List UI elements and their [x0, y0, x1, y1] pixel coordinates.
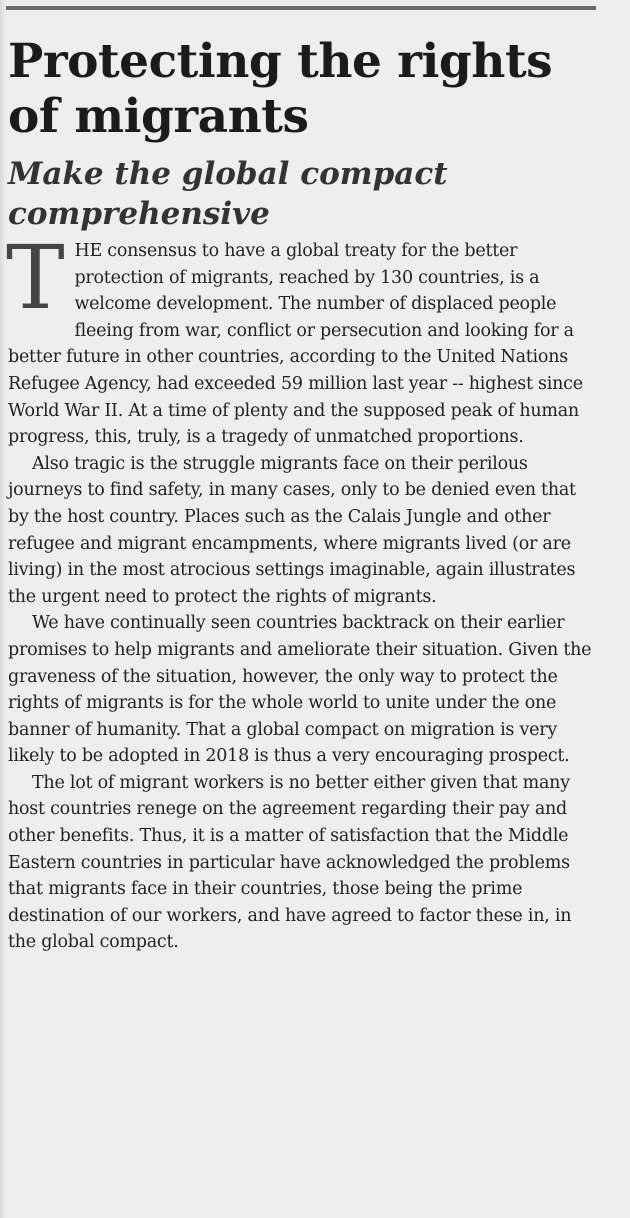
drop-cap: T: [6, 226, 65, 329]
paragraph-1-text: HE consensus to have a global treaty for the better protection of migrants, reached by 130 countries, is a welcome development. The number of displaced people fleeing from war, conflict or persecution and looking for a better future in other countries, according to the United Nations Refugee Agency, had exceeded 59 million last year -- highest since World War II. At a time of plenty and the supposed peak of human progress, this, truly, is a tragedy of unmatched proportions.: [8, 241, 583, 448]
paragraph-3: We have continually seen countries backtrack on their earlier promises to help migrants and ameliorate their situation. Given the graveness of the situation, however, the only way to protect the rights of migrants is for the whole world to unite under the one banner of humanity. That a global compact on migration is very likely to be adopted in 2018 is thus a very encouraging prospect.: [8, 613, 592, 767]
editorial-article: [8, 34, 598, 956]
page-edge-shadow: [0, 0, 6, 1218]
subheadline: Make the global compact comprehensive: [8, 156, 448, 232]
paragraph-1: [6, 226, 598, 451]
paragraph-2: Also tragic is the struggle migrants face on their perilous journeys to find safety, in many cases, only to be denied even that by the host country. Places such as the Calais Jungle and other refugee and migrant encampments, where migrants lived (or are living) in the most atrocious settings imaginable, again illustrates the urgent need to protect the rights of migrants.: [8, 453, 576, 607]
paragraph-4: The lot of migrant workers is no better either given that many host countries renege on the agreement regarding their pay and other benefits. Thus, it is a matter of satisfaction that the Middle Eastern countries in particular have acknowledged the problems that migrants face in their countries, those being the prime destination of our workers, and have agreed to factor these in, in the global compact.: [8, 772, 572, 953]
article-body: [6, 226, 598, 956]
headline: Protecting the rights of migrants: [8, 34, 553, 144]
top-rule-divider: [6, 6, 596, 10]
